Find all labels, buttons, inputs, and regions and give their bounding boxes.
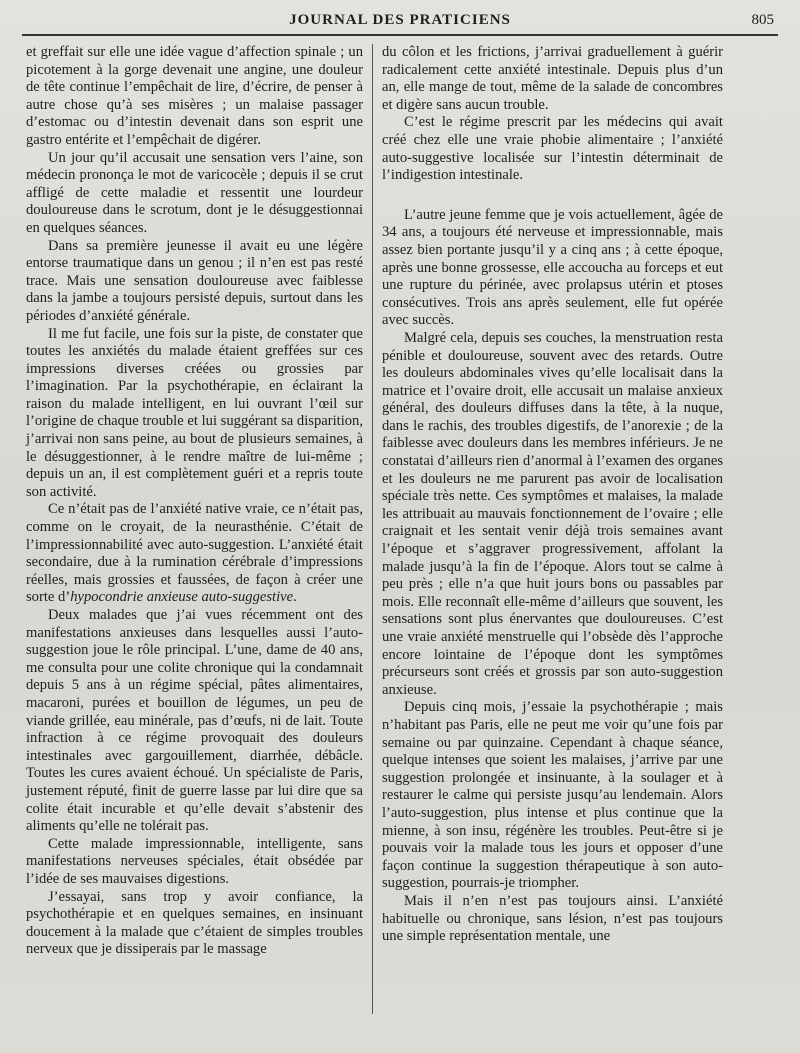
right-column	[382, 44, 723, 946]
paragraph: Mais il n’en n’est pas toujours ainsi. L’anxiété habituelle ou chronique, sans lésion, n’est pas toujours une simple représentation mentale, une	[382, 892, 723, 945]
paragraph: Il me fut facile, une fois sur la piste, de constater que toutes les anxiétés du malade étaient greffées sur ces impressions diverses créées ou grossies par l’imagination. Par la psychothérapie, en éclairant la raison du malade intelligent, en lui ouvrant l’œil sur l’origine de chaque trouble et lui suggérant sa disparition, j’arrivai non sans peine, au bout de plusieurs semaines, à le désuggestionner, à le rendre maître de lui-même ; depuis un an, il est complètement guéri et a repris toute son activité.	[26, 325, 363, 500]
journal-title: JOURNAL DES PRATICIENS	[289, 12, 511, 28]
text-run: Ce n’était pas de l’anxiété native vraie, ce n’était pas, comme on le croyait, de la neurasthénie. C’était de l’impressionnabilité avec auto-suggestion. L’anxiété était secondaire, due à la rumination cérébrale d’impressions réelles, mais grossies et faussées, de façon à créer une sorte d’	[26, 501, 363, 606]
paragraph: Depuis cinq mois, j’essaie la psychothérapie ; mais n’habitant pas Paris, elle ne peut me voir qu’une fois par semaine ou par quinzaine. Cependant à chaque séance, quelque intenses que soient les malaises, j’arrive par une suggestion prolongée et insinuante, à la soulager et à restaurer le calme qui persiste jusqu’au lendemain. Alors l’auto-suggestion, plus intense et plus continue que la mienne, à son insu, régénère les troubles. Peut-être si je pouvais voir la malade tous les jours et opposer d’une façon continue la suggestion thérapeutique à son auto-suggestion, pourrais-je triompher.	[382, 699, 723, 892]
paragraph: C’est le régime prescrit par les médecins qui avait créé chez elle une vraie phobie alimentaire ; l’anxiété auto-suggestive localisée sur l’intestin déterminait de l’indigestion intestinale.	[382, 114, 723, 184]
paragraph: Deux malades que j’ai vues récemment ont des manifestations anxieuses dans lesquelles aussi l’auto-suggestion joue le rôle principal. L’une, dame de 40 ans, me consulta pour une colite chronique qui la condamnait depuis 5 ans à un régime spécial, pâtes alimentaires, macaroni, purées et bouillon de légumes, un peu de viande grillée, eau minérale, pas d’œufs, ni de lait. Toute infraction à ce régime provoquait des douleurs intestinales avec gargouillement, diarrhée, débâcle. Toutes les cures avaient échoué. Un spécialiste de Paris, justement réputé, finit de guerre lasse par lui dire que sa colite était incurable et qu’elle devait s’abstenir des aliments qu’elle ne tolérait pas.	[26, 607, 363, 835]
paragraph: Malgré cela, depuis ses couches, la menstruation resta pénible et douloureuse, souvent avec des retards. Outre les douleurs abdominales vives qu’elle localisait dans la matrice et l’ovaire droit, elle accusait un malaise anxieux général, des douleurs diffuses dans la tête, à la nuque, dans le rachis, des troubles digestifs, de l’anorexie ; de la faiblesse avec douleurs dans les membres inférieurs. Je ne constatai d’ailleurs rien d’anormal à l’examen des organes et les douleurs ne me parurent pas avoir de localisation spéciale très nette. Ces symptômes et malaises, la malade les attribuait au mauvais fonctionnement de l’ovaire ; elle craignait et les sentait venir déjà trois semaines avant l’époque et s’aggraver progressivement, affolant la malade jusqu’à la fin de l’époque. Alors tout se calme à peu près ; elle n’a que huit jours bons ou passables par mois. Elle reconnaît elle-même d’ailleurs que souvent, les sensations sont plus énervantes que douloureuses. C’est une vraie anxiété menstruelle qui l’obsède dès l’approche encore lointaine de l’époque dont les symptômes précurseurs sont créés et grossis par son auto-suggestion anxieuse.	[382, 329, 723, 698]
italic-term: hypocondrie anxieuse auto-suggestive	[70, 589, 294, 606]
column-divider	[372, 44, 373, 1014]
page-number: 805	[751, 12, 774, 28]
paragraph: L’autre jeune femme que je vois actuellement, âgée de 34 ans, a toujours été nerveuse et impressionnable, mais assez bien portante jusqu’il y a cinq ans ; à cette époque, après une bonne grossesse, elle accoucha au forceps et eut une rupture du périnée, avec prolapsus utérin et ptoses consécutives. Trois ans après seulement, elle fut opérée avec succès.	[382, 206, 723, 329]
paragraph	[26, 501, 363, 607]
paragraph: Un jour qu’il accusait une sensation vers l’aine, son médecin prononça le mot de varicocèle ; depuis il se crut affligé de cette maladie et ressentit une lourdeur douloureuse dans le scrotum, dont je le désuggestionnai en quelques séances.	[26, 149, 363, 236]
paragraph: Dans sa première jeunesse il avait eu une légère entorse traumatique dans un genou ; il n’en est pas resté trace. Mais une sensation douloureuse avec faiblesse dans la jambe a toujours persisté depuis, surtout dans les périodes d’anxiété générale.	[26, 237, 363, 324]
paragraph: J’essayai, sans trop y avoir confiance, la psychothérapie et en quelques semaines, en insinuant doucement à la malade que c’étaient de simples troubles nerveux que je dissiperais par le massage	[26, 888, 363, 958]
paragraph: Cette malade impressionnable, intelligente, sans manifestations nerveuses spéciales, était obsédée par l’idée de ses mauvaises digestions.	[26, 835, 363, 887]
left-column	[26, 44, 363, 959]
text-run: .	[293, 589, 297, 606]
header-rule	[22, 34, 778, 36]
paragraph: et greffait sur elle une idée vague d’affection spinale ; un picotement à la gorge devenait une angine, une douleur de tête continue l’empêchait de lire, d’écrire, de penser à autre chose qu’à ses misères ; un malaise passager d’estomac ou d’intestin devenait dans son esprit une gastro entérite et l’empêchait de digérer.	[26, 44, 363, 148]
paragraph: du côlon et les frictions, j’arrivai graduellement à guérir radicalement cette anxiété intestinale. Depuis plus d’un an, elle mange de tout, même de la salade de concombres et digère sans aucun trouble.	[382, 44, 723, 113]
